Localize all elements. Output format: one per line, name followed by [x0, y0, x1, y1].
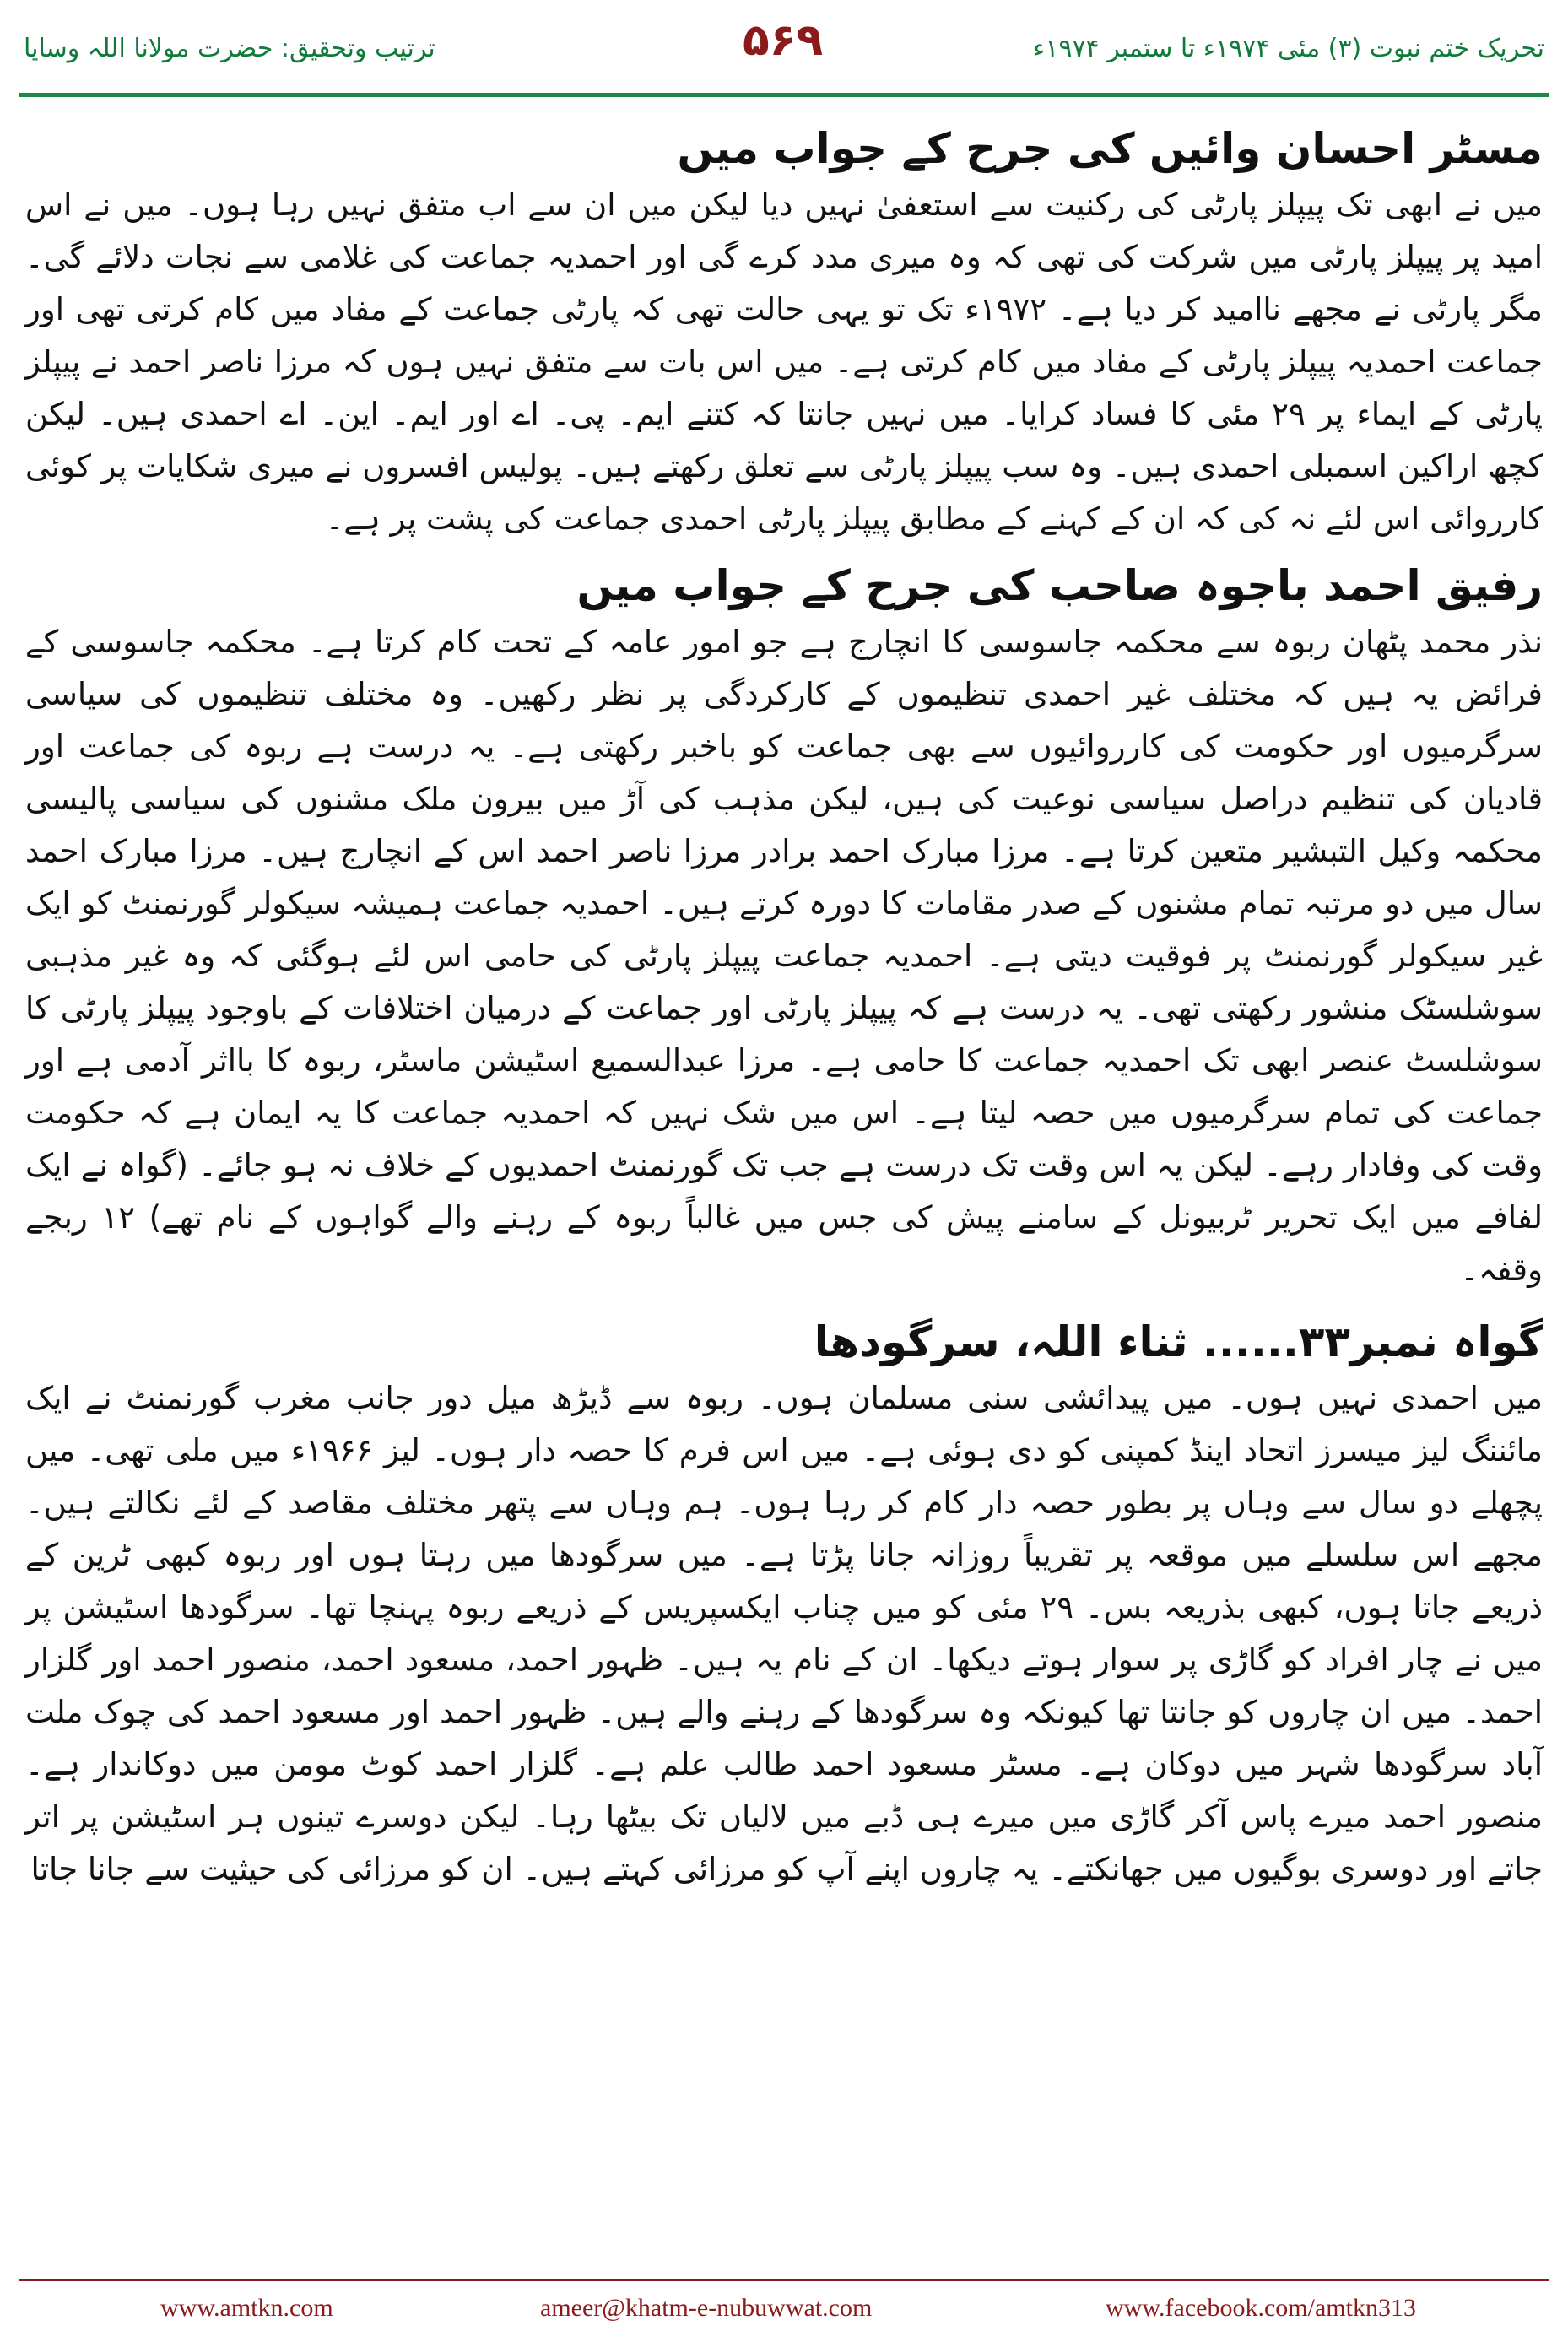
- section-body-1: میں نے ابھی تک پیپلز پارٹی کی رکنیت سے استعفیٰ نہیں دیا لیکن میں ان سے اب متفق نہیں رہا ہوں۔ میں نے اس امید پر پیپلز پارٹی میں شرکت کی تھی کہ وہ میری مدد کرے گی اور احمدیہ جماعت کی غلامی سے نجات دلائے گی۔ مگر پارٹی نے مجھے ناامید کر دیا ہے۔ ۱۹۷۲ء تک تو یہی حالت تھی کہ پارٹی جماعت کے مفاد میں کام کرتی تھی اور جماعت احمدیہ پیپلز پارٹی کے مفاد میں کام کرتی ہے۔ میں اس بات سے متفق نہیں ہوں کہ مرزا ناصر احمد نے پیپلز پارٹی کے ایماء پر ۲۹ مئی کا فساد کرایا۔ میں نہیں جانتا کہ کتنے ایم۔ پی۔ اے اور ایم۔ این۔ اے احمدی ہیں۔ لیکن کچھ اراکین اسمبلی احمدی ہیں۔ وہ سب پیپلز پارٹی سے تعلق رکھتے ہیں۔ پولیس افسروں نے میری شکایات پر کوئی کارروائی اس لئے نہ کی کہ ان کے کہنے کے مطابق پیپلز پارٹی احمدی جماعت کی پشت پر ہے۔: [25, 187, 1543, 537]
- section-heading-3: گواہ نمبر۳۳...... ثناء اللہ، سرگودھا: [814, 1317, 1543, 1366]
- header-book-title: تحریک ختم نبوت (۳) مئی ۱۹۷۴ء تا ستمبر ۱۹۷۴ء: [1033, 34, 1544, 63]
- footer-rule: [19, 2279, 1549, 2281]
- email-link[interactable]: ameer@khatm-e-nubuwwat.com: [540, 2294, 873, 2322]
- section-heading-2: رفیق احمد باجوہ صاحب کی جرح کے جواب میں: [576, 561, 1543, 610]
- section-heading-1: مسٹر احسان وائیں کی جرح کے جواب میں: [677, 124, 1543, 173]
- website-link[interactable]: www.amtkn.com: [160, 2294, 333, 2322]
- page-footer: [0, 2279, 1568, 2342]
- page-header: [0, 0, 1568, 100]
- page-content: [25, 118, 1543, 1896]
- section-body-3: میں احمدی نہیں ہوں۔ میں پیدائشی سنی مسلمان ہوں۔ ربوہ سے ڈیڑھ میل دور جانب مغرب گورنمنٹ نے ایک مائننگ لیز میسرز اتحاد اینڈ کمپنی کو دی ہوئی ہے۔ میں اس فرم کا حصہ دار ہوں۔ لیز ۱۹۶۶ء میں ملی تھی۔ میں پچھلے دو سال سے وہاں پر بطور حصہ دار کام کر رہا ہوں۔ ہم وہاں سے پتھر مختلف مقاصد کے لئے نکالتے ہیں۔ مجھے اس سلسلے میں موقعہ پر تقریباً روزانہ جانا پڑتا ہے۔ میں سرگودھا میں رہتا ہوں اور ربوہ کبھی ٹرین کے ذریعے جاتا ہوں، کبھی بذریعہ بس۔ ۲۹ مئی کو میں چناب ایکسپریس کے ذریعے ربوہ پہنچا تھا۔ سرگودھا اسٹیشن پر میں نے چار افراد کو گاڑی پر سوار ہوتے دیکھا۔ ان کے نام یہ ہیں۔ ظہور احمد، مسعود احمد، منصور احمد اور گلزار احمد۔ میں ان چاروں کو جانتا تھا کیونکہ وہ سرگودھا کے رہنے والے ہیں۔ ظہور احمد اور مسعود احمد کی چوک ملت آباد سرگودھا شہر میں دوکان ہے۔ مسٹر مسعود احمد طالب علم ہے۔ گلزار احمد کوٹ مومن میں دوکاندار ہے۔ منصور احمد میرے پاس آکر گاڑی میں میرے ہی ڈبے میں لالیاں تک بیٹھا رہا۔ لیکن دوسرے تینوں ہر اسٹیشن پر اتر جاتے اور دوسری بوگیوں میں جھانکتے۔ یہ چاروں اپنے آپ کو مرزائی کہتے ہیں۔ ان کو مرزائی کی حیثیت سے جانا جاتا: [25, 1380, 1543, 1887]
- header-rule: [19, 93, 1549, 97]
- page-number: ۵۶۹: [743, 15, 824, 66]
- header-compiler: ترتیب وتحقیق: حضرت مولانا اللہ وسایا: [24, 34, 435, 63]
- facebook-link[interactable]: www.facebook.com/amtkn313: [1106, 2294, 1416, 2322]
- section-body-2: نذر محمد پٹھان ربوہ سے محکمہ جاسوسی کا انچارج ہے جو امور عامہ کے تحت کام کرتا ہے۔ محکمہ جاسوسی کے فرائض یہ ہیں کہ مختلف غیر احمدی تنظیموں کے کارکردگی پر نظر رکھیں۔ وہ مختلف تنظیموں کی سیاسی سرگرمیوں اور حکومت کی کارروائیوں سے بھی جماعت کو باخبر رکھتی ہے۔ یہ درست ہے ربوہ کی جماعت اور قادیان کی تنظیم دراصل سیاسی نوعیت کی ہیں، لیکن مذہب کی آڑ میں بیرون ملک مشنوں کی سیاسی پالیسی محکمہ وکیل التبشیر متعین کرتا ہے۔ مرزا مبارک احمد برادر مرزا ناصر احمد اس کے انچارج ہیں۔ مرزا مبارک احمد سال میں دو مرتبہ تمام مشنوں کے صدر مقامات کا دورہ کرتے ہیں۔ احمدیہ جماعت ہمیشہ سیکولر گورنمنٹ کو ایک غیر سیکولر گورنمنٹ پر فوقیت دیتی ہے۔ احمدیہ جماعت پیپلز پارٹی کی حامی اس لئے ہوگئی کہ وہ غیر مذہبی سوشلسٹک منشور رکھتی تھی۔ یہ درست ہے کہ پیپلز پارٹی اور جماعت کے درمیان اختلافات کے باوجود پیپلز پارٹی کا سوشلسٹ عنصر ابھی تک احمدیہ جماعت کا حامی ہے۔ مرزا عبدالسمیع اسٹیشن ماسٹر، ربوہ کا بااثر آدمی ہے اور جماعت کی تمام سرگرمیوں میں حصہ لیتا ہے۔ اس میں شک نہیں کہ احمدیہ جماعت کا یہ ایمان ہے کہ حکومت وقت کی وفادار رہے۔ لیکن یہ اس وقت تک درست ہے جب تک گورنمنٹ احمدیوں کے خلاف نہ ہو جائے۔ (گواہ نے ایک لفافے میں ایک تحریر ٹربیونل کے سامنے پیش کی جس میں غالباً ربوہ کے رہنے والے گواہوں کے نام تھے) ۱۲ ربجے وقفہ۔: [25, 624, 1543, 1288]
